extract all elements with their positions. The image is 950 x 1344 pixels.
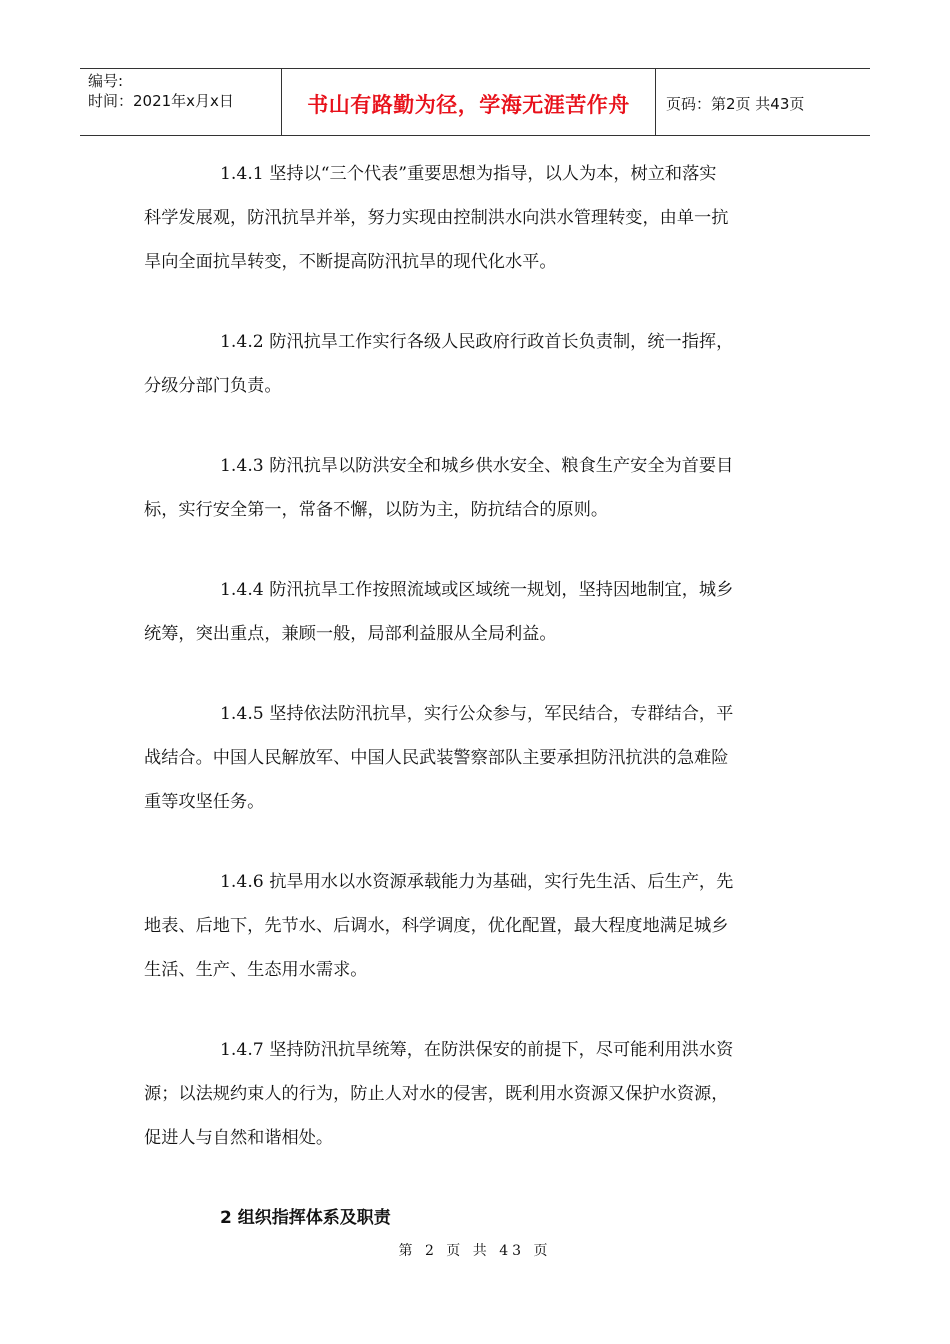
paragraph-line: 生活、生产、生态用水需求。: [144, 960, 368, 980]
paragraph-line: 1.4.5 坚持依法防汛抗旱，实行公众参与，军民结合，专群结合，平: [220, 704, 734, 724]
header-meta: [80, 69, 282, 135]
paragraph-line: 科学发展观，防汛抗旱并举，努力实现由控制洪水向洪水管理转变，由单一抗: [144, 208, 729, 228]
paragraph-line: 战结合。中国人民解放军、中国人民武装警察部队主要承担防汛抗洪的急难险: [144, 748, 729, 768]
document-body: [144, 152, 808, 1240]
serial-number-label: 编号:: [88, 72, 124, 90]
header-page-info: 页码：第2页 共43页: [666, 94, 805, 113]
paragraph-1-4-6: [144, 860, 808, 992]
header-motto: 书山有路勤为径，学海无涯苦作舟: [282, 69, 656, 135]
page-header: [80, 68, 870, 136]
paragraph-line: 1.4.3 防汛抗旱以防洪安全和城乡供水安全、粮食生产安全为首要目: [220, 456, 734, 476]
date-label: 时间：2021年x月x日: [88, 92, 234, 110]
paragraph-1-4-5: [144, 692, 808, 824]
paragraph-1-4-3: [144, 444, 808, 532]
paragraph-line: 分级分部门负责。: [144, 376, 282, 396]
paragraph-line: 促进人与自然和谐相处。: [144, 1128, 334, 1148]
paragraph-line: 标，实行安全第一，常备不懈，以防为主，防抗结合的原则。: [144, 500, 609, 520]
paragraph-line: 1.4.2 防汛抗旱工作实行各级人民政府行政首长负责制，统一指挥，: [220, 332, 734, 352]
paragraph-line: 1.4.7 坚持防汛抗旱统筹，在防洪保安的前提下，尽可能利用洪水资: [220, 1040, 734, 1060]
paragraph-line: 1.4.1 坚持以“三个代表”重要思想为指导，以人为本，树立和落实: [220, 164, 717, 184]
paragraph-line: 源；以法规约束人的行为，防止人对水的侵害，既利用水资源又保护水资源，: [144, 1084, 729, 1104]
paragraph-line: 1.4.6 抗旱用水以水资源承载能力为基础，实行先生活、后生产，先: [220, 872, 734, 892]
paragraph-1-4-4: [144, 568, 808, 656]
paragraph-line: 1.4.4 防汛抗旱工作按照流域或区域统一规划，坚持因地制宜，城乡: [220, 580, 734, 600]
paragraph-1-4-7: [144, 1028, 808, 1160]
paragraph-line: 地表、后地下，先节水、后调水，科学调度，优化配置，最大程度地满足城乡: [144, 916, 729, 936]
paragraph-1-4-2: [144, 320, 808, 408]
paragraph-line: 重等攻坚任务。: [144, 792, 265, 812]
page-footer: 第 2 页 共 43 页: [398, 1243, 552, 1259]
section-heading: 2 组织指挥体系及职责: [220, 1208, 391, 1228]
paragraph-line: 统筹，突出重点，兼顾一般，局部利益服从全局利益。: [144, 624, 557, 644]
paragraph-1-4-1: [144, 152, 808, 284]
paragraph-line: 旱向全面抗旱转变，不断提高防汛抗旱的现代化水平。: [144, 252, 557, 272]
